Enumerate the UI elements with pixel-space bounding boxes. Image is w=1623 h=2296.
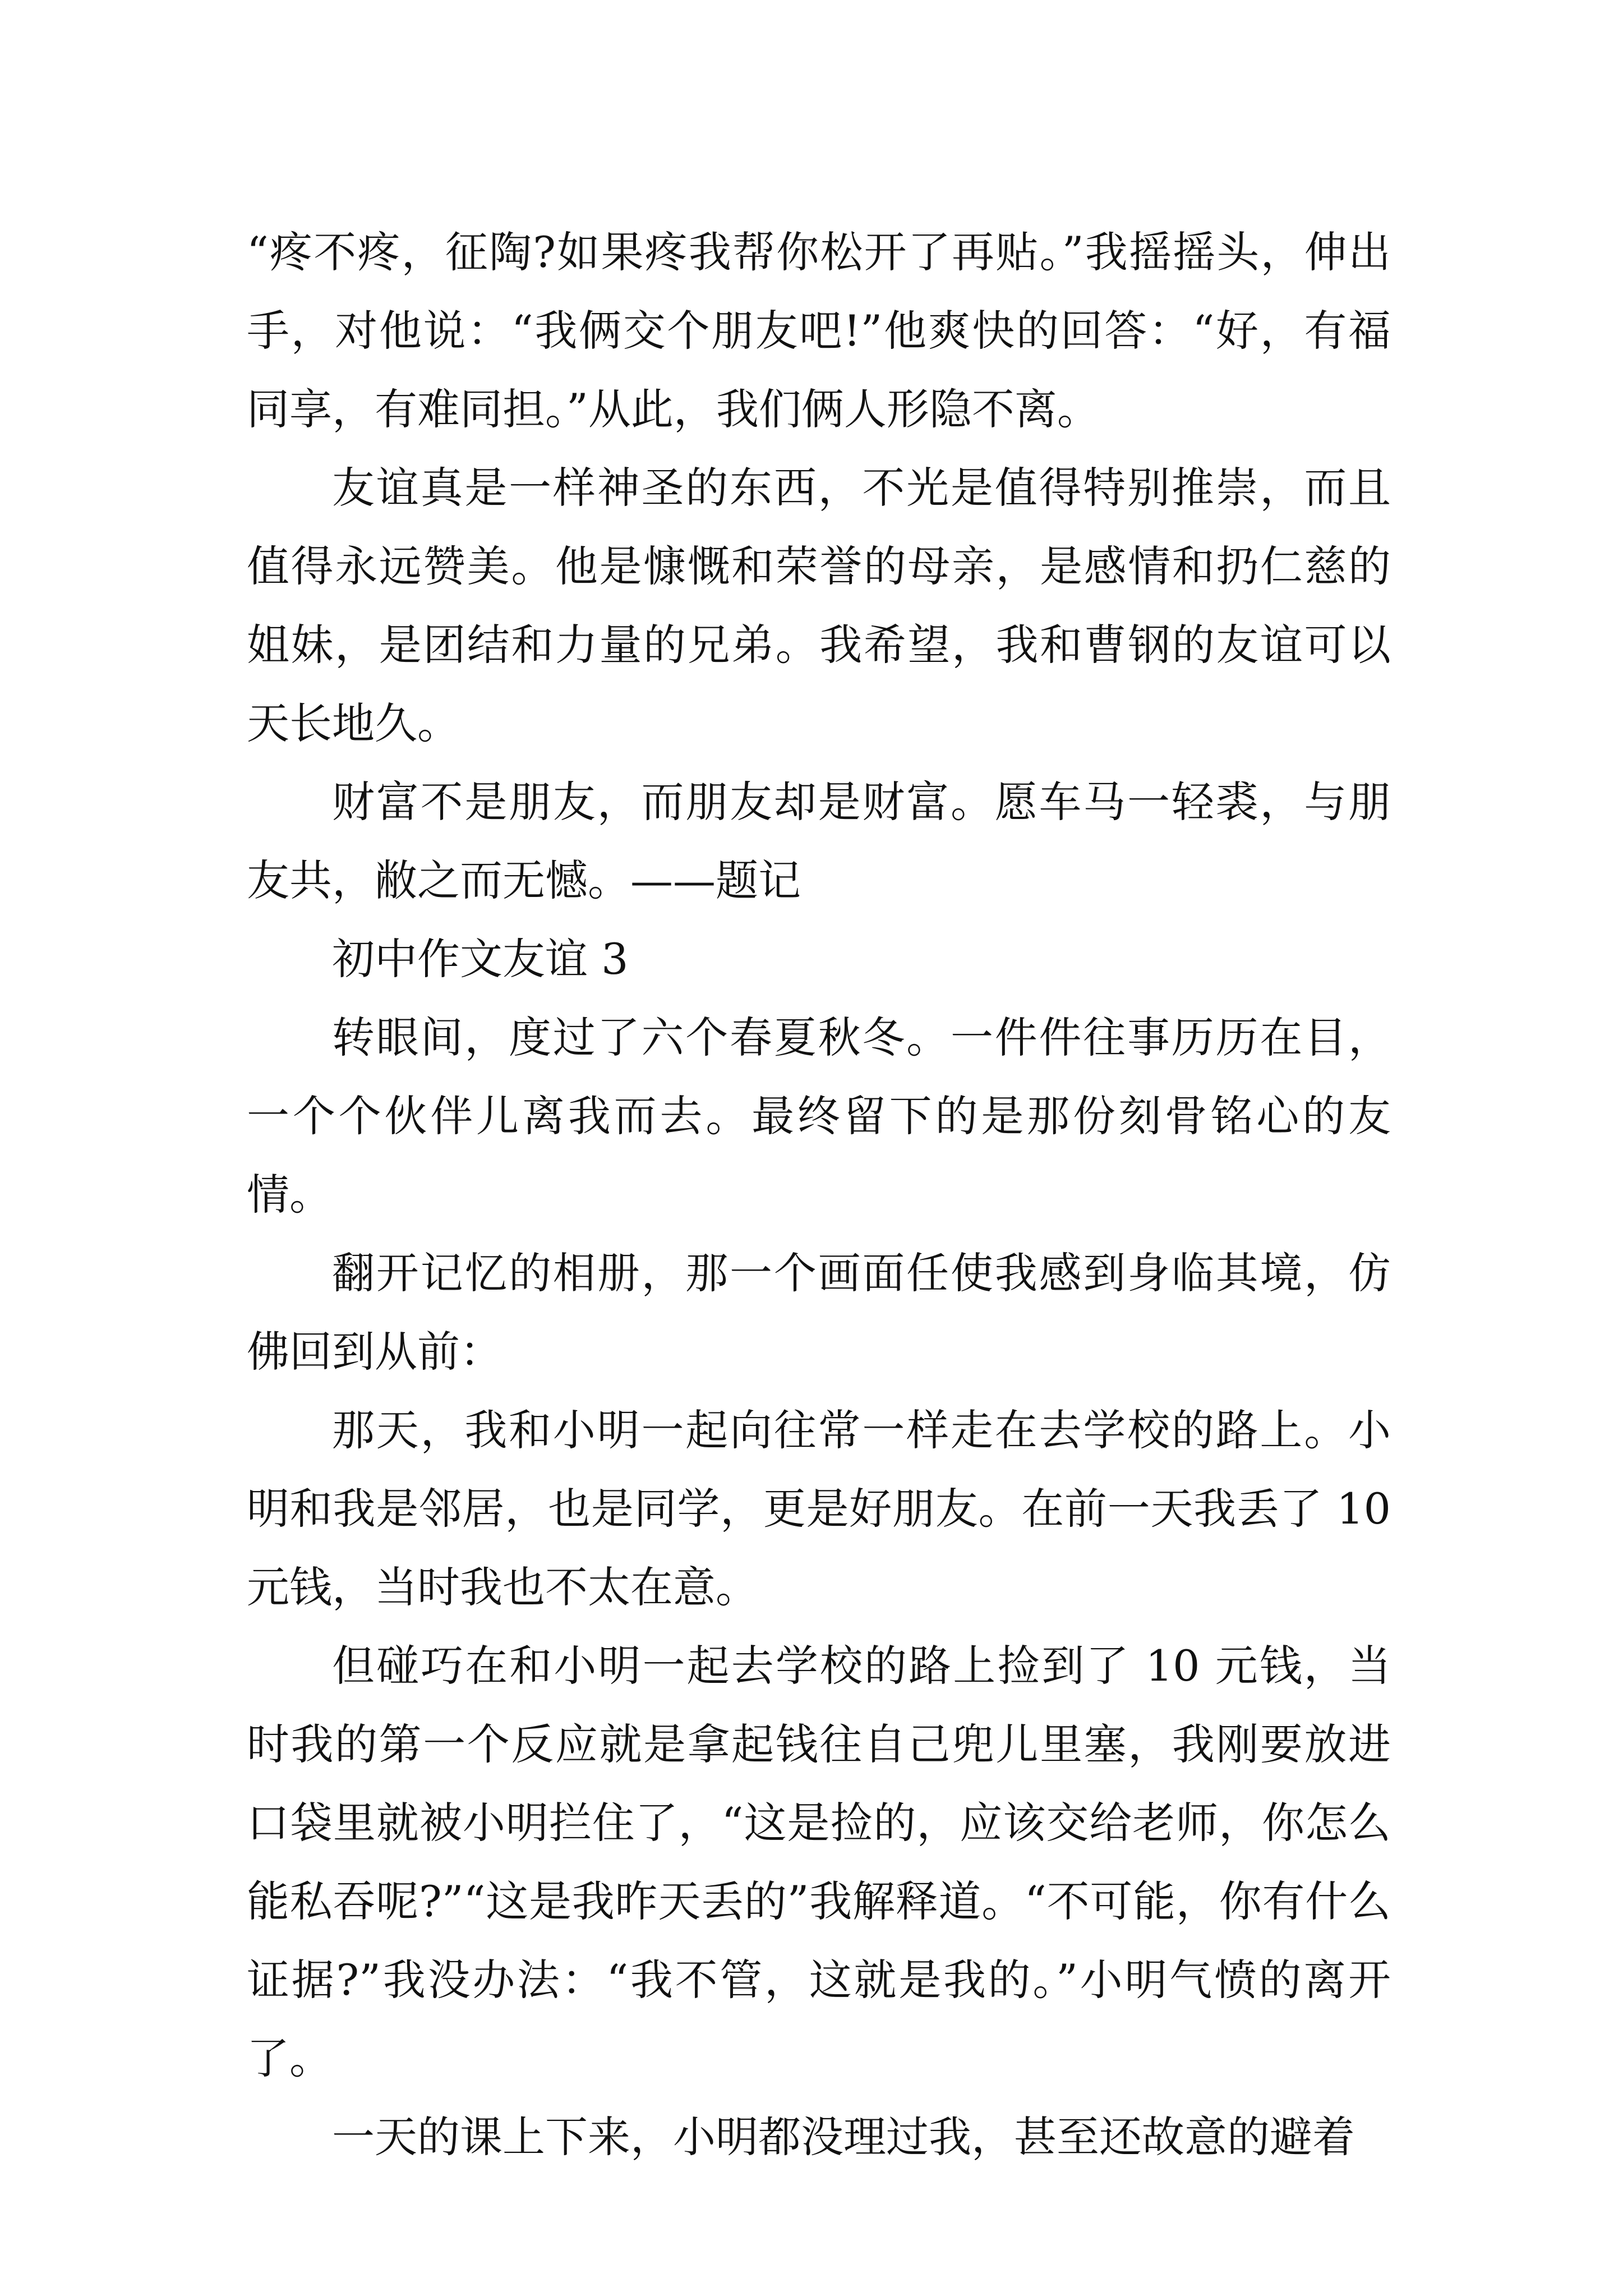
document-body: [247, 213, 1391, 2177]
paragraph-dialogue: “疼不疼，征陶?如果疼我帮你松开了再贴。”我摇摇头，伸出手，对他说：“我俩交个朋友吧!”他爽快的回答：“好，有福同享，有难同担。”从此，我们俩人形隐不离。: [247, 227, 1391, 434]
paragraph-found-money: 但碰巧在和小明一起去学校的路上捡到了 10 元钱，当时我的第一个反应就是拿起钱往自己兜儿里塞，我刚要放进口袋里就被小明拦住了，“这是捡的，应该交给老师，你怎么能私吞呢?”“这是我昨天丢的”我解释道。“不可能，你有什么证据?”我没办法：“我不管，这就是我的。”小明气愤的离开了。: [247, 1641, 1391, 2083]
paragraph-ignored: 一天的课上下来，小明都没理过我，甚至还故意的避着: [332, 2112, 1355, 2162]
paragraph-that-day: 那天，我和小明一起向往常一样走在去学校的路上。小明和我是邻居，也是同学，更是好朋友。在前一天我丢了 10 元钱，当时我也不太在意。: [247, 1405, 1391, 1612]
paragraph-friendship-sacred: 友谊真是一样神圣的东西，不光是值得特别推崇，而且值得永远赞美。他是慷慨和荣誉的母亲，是感情和扔仁慈的姐妹，是团结和力量的兄弟。我希望，我和曹钢的友谊可以天长地久。: [247, 463, 1391, 748]
essay-heading: 初中作文友谊 3: [332, 934, 629, 984]
paragraph-intro: 转眼间，度过了六个春夏秋冬。一件件往事历历在目，一个个伙伴儿离我而去。最终留下的是那份刻骨铭心的友情。: [247, 1013, 1391, 1220]
paragraph-epigraph: 财富不是朋友，而朋友却是财富。愿车马一轻裘，与朋友共，敝之而无憾。——题记: [247, 777, 1391, 905]
paragraph-memory: 翻开记忆的相册，那一个画面任使我感到身临其境，仿佛回到从前：: [247, 1248, 1391, 1377]
